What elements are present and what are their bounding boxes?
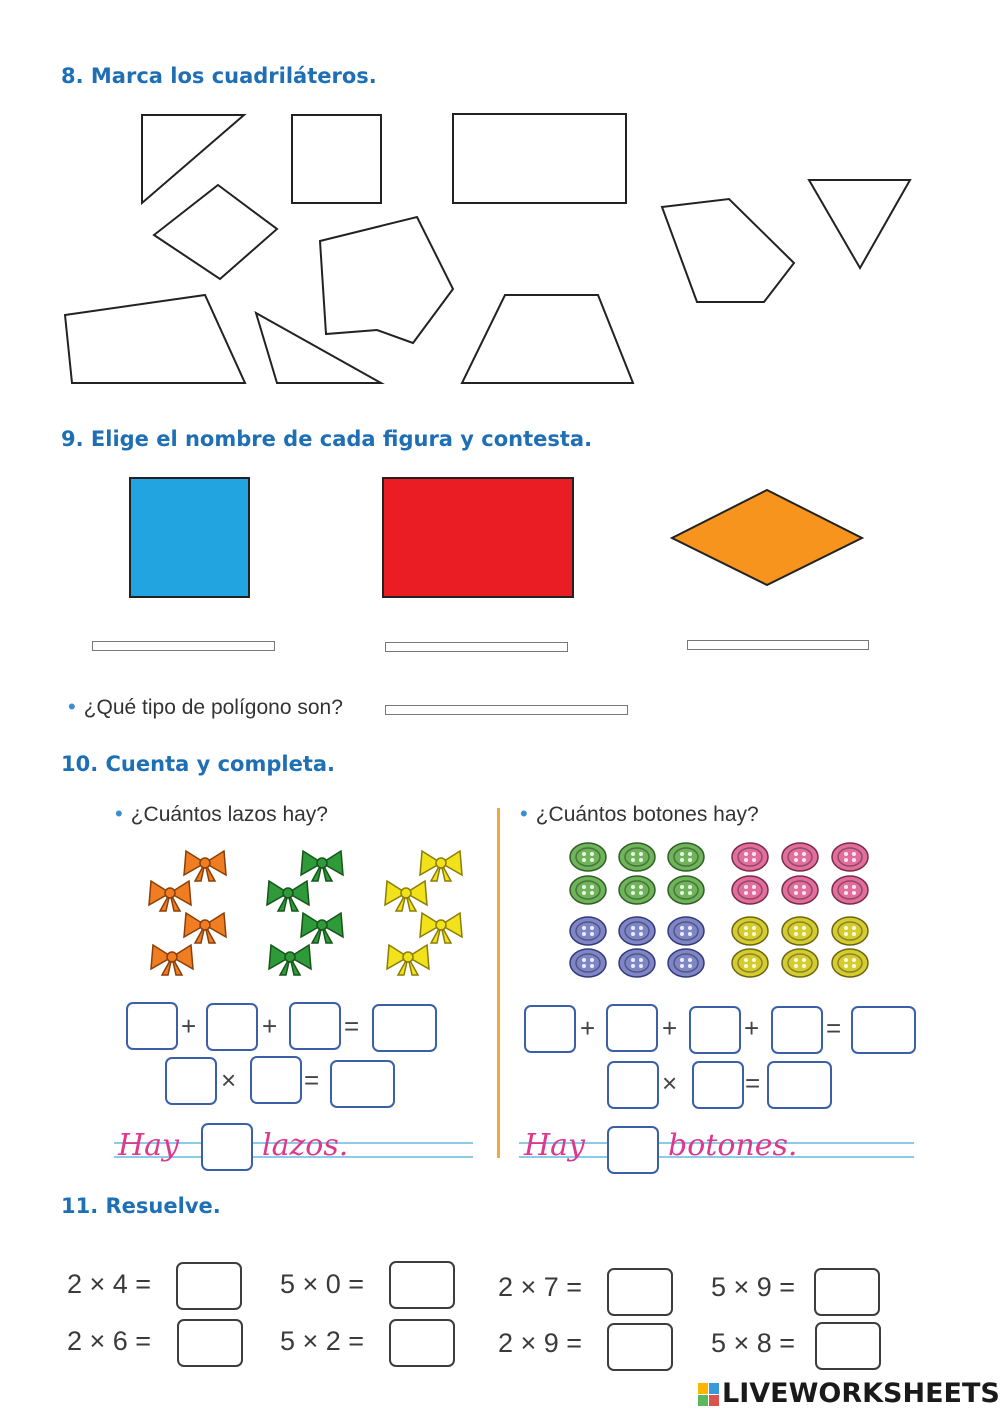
- liveworksheets-logo-icon: [698, 1383, 720, 1407]
- green-bows-icon: [267, 851, 343, 975]
- plus-sign: +: [262, 1011, 278, 1041]
- rectangle-name-input[interactable]: [385, 642, 568, 652]
- buttons-illustration: [540, 835, 940, 995]
- bows-factor-2-input[interactable]: [250, 1056, 302, 1104]
- buttons-addend-4-input[interactable]: [771, 1006, 823, 1054]
- expression-4: 5 × 9 =: [711, 1272, 796, 1302]
- equals-sign: =: [344, 1011, 360, 1041]
- red-rectangle: [383, 478, 573, 597]
- bows-addend-3-input[interactable]: [289, 1002, 341, 1050]
- pink-buttons-icon: [732, 843, 868, 904]
- shape-hexagon[interactable]: [662, 199, 794, 302]
- bows-addend-1-input[interactable]: [126, 1002, 178, 1050]
- bows-product-input[interactable]: [330, 1060, 395, 1108]
- plus-sign: +: [580, 1013, 596, 1043]
- bows-question: • ¿Cuántos lazos hay?: [115, 801, 328, 826]
- section-9-title: 9. Elige el nombre de cada figura y contesta.: [61, 427, 593, 451]
- answer-1-input[interactable]: [176, 1262, 242, 1310]
- polygon-type-input[interactable]: [385, 705, 628, 715]
- plus-sign: +: [744, 1013, 760, 1043]
- expression-2: 5 × 0 =: [280, 1269, 365, 1299]
- shape-rectangle[interactable]: [453, 114, 626, 203]
- times-sign: ×: [662, 1068, 678, 1098]
- buttons-addend-2-input[interactable]: [606, 1004, 658, 1052]
- section-8-title: 8. Marca los cuadriláteros.: [61, 64, 377, 88]
- answer-3-input[interactable]: [607, 1268, 673, 1316]
- buttons-question: • ¿Cuántos botones hay?: [520, 801, 759, 826]
- buttons-factor-2-input[interactable]: [692, 1061, 744, 1109]
- expression-7: 2 × 9 =: [498, 1328, 583, 1358]
- section-11-title: 11. Resuelve.: [61, 1194, 221, 1218]
- shape-trapezoid[interactable]: [462, 295, 633, 383]
- equals-sign: =: [826, 1013, 842, 1043]
- shape-pentagon[interactable]: [320, 217, 453, 343]
- bows-total-input[interactable]: [201, 1123, 253, 1171]
- bullet-icon: •: [520, 801, 528, 826]
- plus-sign: +: [181, 1011, 197, 1041]
- shape-triangle[interactable]: [809, 180, 910, 268]
- equals-sign: =: [304, 1065, 320, 1095]
- expression-3: 2 × 7 =: [498, 1272, 583, 1302]
- shape-square[interactable]: [292, 115, 381, 203]
- buttons-addend-1-input[interactable]: [524, 1005, 576, 1053]
- buttons-addend-3-input[interactable]: [689, 1006, 741, 1054]
- bows-sentence-start: Hay: [118, 1128, 179, 1163]
- answer-4-input[interactable]: [814, 1268, 880, 1316]
- buttons-total-input[interactable]: [607, 1126, 659, 1174]
- orange-rhombus: [672, 490, 862, 585]
- shape-quadrilateral[interactable]: [65, 295, 245, 383]
- answer-5-input[interactable]: [177, 1319, 243, 1367]
- blue-square: [130, 478, 249, 597]
- bows-sentence-end: lazos.: [262, 1128, 349, 1163]
- polygon-shapes: [0, 0, 1000, 420]
- colored-shapes: [0, 460, 1000, 660]
- shape-rhombus[interactable]: [154, 185, 277, 279]
- green-buttons-icon: [570, 843, 704, 904]
- buttons-sum-input[interactable]: [851, 1006, 916, 1054]
- bullet-icon: •: [115, 801, 123, 826]
- liveworksheets-watermark: LIVEWORKSHEETS: [722, 1378, 1000, 1409]
- bows-illustration: [0, 835, 480, 995]
- buttons-sentence-end: botones.: [668, 1128, 798, 1163]
- bullet-icon: •: [68, 694, 76, 719]
- square-name-input[interactable]: [92, 641, 275, 651]
- bows-addend-2-input[interactable]: [206, 1003, 258, 1051]
- plus-sign: +: [662, 1013, 678, 1043]
- answer-2-input[interactable]: [389, 1261, 455, 1309]
- bows-sum-input[interactable]: [372, 1004, 437, 1052]
- yellow-bows-icon: [385, 851, 462, 975]
- expression-5: 2 × 6 =: [67, 1326, 152, 1356]
- buttons-sentence-start: Hay: [524, 1128, 585, 1163]
- equals-sign: =: [745, 1068, 761, 1098]
- times-sign: ×: [221, 1065, 237, 1095]
- section-10-title: 10. Cuenta y completa.: [61, 752, 336, 776]
- answer-8-input[interactable]: [815, 1322, 881, 1370]
- rhombus-name-input[interactable]: [687, 640, 869, 650]
- buttons-product-input[interactable]: [767, 1061, 832, 1109]
- blue-buttons-icon: [570, 917, 704, 977]
- orange-bows-icon: [149, 851, 226, 975]
- shape-right-triangle[interactable]: [142, 115, 244, 203]
- bows-factor-1-input[interactable]: [165, 1057, 217, 1105]
- expression-1: 2 × 4 =: [67, 1269, 152, 1299]
- polygon-type-question: • ¿Qué tipo de polígono son?: [68, 694, 343, 719]
- expression-6: 5 × 2 =: [280, 1326, 365, 1356]
- answer-7-input[interactable]: [607, 1323, 673, 1371]
- buttons-factor-1-input[interactable]: [607, 1061, 659, 1109]
- expression-8: 5 × 8 =: [711, 1328, 796, 1358]
- answer-6-input[interactable]: [389, 1319, 455, 1367]
- column-divider: [497, 808, 500, 1158]
- yellow-buttons-icon: [732, 917, 868, 977]
